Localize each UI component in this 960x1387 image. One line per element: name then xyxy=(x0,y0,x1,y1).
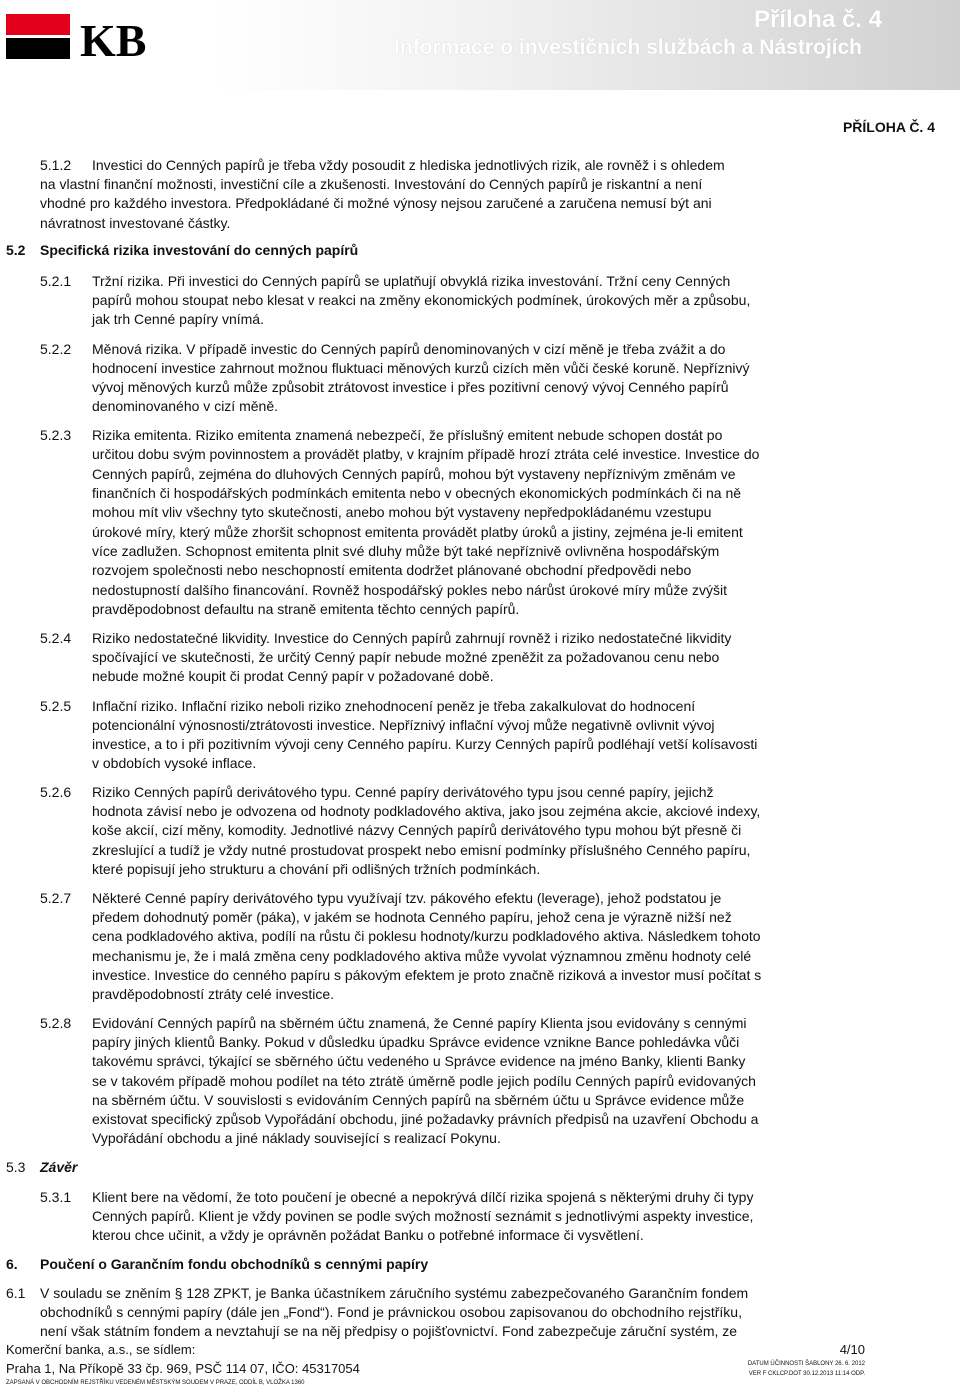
paragraph-first-line: Investici do Cenných papírů je třeba vždy posoudit z hlediska jednotlivých rizik, ale rovněž i s ohledem xyxy=(92,157,725,173)
item-line: obchodníků s cennými papíry (dále jen „Fond“). Fond je právnickou osobou zapisovanou do obchodního rejstříku, xyxy=(40,1304,742,1320)
item-line: V souladu se zněním § 128 ZPKT, je Banka účastníkem záručního systému zabezpečovaného Garančním fondem xyxy=(40,1285,749,1301)
item-line: v obdobích vysoké inflace. xyxy=(92,755,257,771)
item-line: Tržní rizika. Při investici do Cenných papírů se uplatňují obvyklá rizika investování. Tržní ceny Cenných xyxy=(92,273,731,289)
item-line: na sběrném účtu. V souvislosti s evidováním Cenných papírů na sběrném účtu u Správce evidence může xyxy=(92,1092,745,1108)
paragraph-line: na vlastní finanční možnosti, investiční cíle a zkušenosti. Investování do Cenných papírů je riskantní a není xyxy=(40,176,703,192)
kb-logo xyxy=(0,0,212,90)
item-line: investice. Investice do cenného papíru s pákovým efektem je proto značně riziková a investor musí počítat s xyxy=(92,967,762,983)
item-line: Cenných papírů. Klient je vždy povinen se podle svých možností seznámit s jednotlivými aspekty investice, xyxy=(92,1208,754,1224)
item-number: 5.3.1 xyxy=(40,1189,72,1205)
item-line: hodnota závisí nebo je odvozena od hodnoty podkladového aktiva, jako jsou zejména akcie, akciové indexy, xyxy=(92,803,761,819)
item-line: jak trh Cenné papíry vnímá. xyxy=(92,311,264,327)
item-line: takovému správci, týkající se sběrného účtu vedeného u Správce evidence na jméno Banky, klienti Banky xyxy=(92,1053,746,1069)
item-line: Rizika emitenta. Riziko emitenta znamená nebezpečí, že příslušný emitent nebude schopen dostát po xyxy=(92,427,723,443)
item-line: finančních či hospodářských podmínkách emitenta nebo v obecných ekonomických podmínkách či na ně xyxy=(92,485,742,501)
item-line: Inflační riziko. Inflační riziko neboli riziko znehodnocení peněz je třeba zakalkulovat do hodnocení xyxy=(92,698,696,714)
section-number: 5.1.2 xyxy=(40,157,72,173)
item-line: nebude možné koupit či prodat Cenný papír v požadované době. xyxy=(92,668,494,684)
page-number: 4/10 xyxy=(839,1342,865,1357)
item-line: koše akcií, cizí měny, komodity. Jednotlivé názvy Cenných papírů derivátového typu mohou být přesně či xyxy=(92,822,742,838)
footer-validity: DATUM ÚČINNOSTI ŠABLONY 26. 6. 2012 xyxy=(747,1361,865,1367)
item-line: cena podkladového aktiva, podílí na růstu či poklesu hodnoty/kurzu podkladového aktiva. Následkem tohoto xyxy=(92,928,761,944)
item-line: více zadlužen. Schopnost emitenta plnit své dluhy může být také nepříznivě ovlivněna hospodářským xyxy=(92,543,720,559)
item-line: papírů mohou stoupat nebo klesat v reakci na změny ekonomických podmínek, úrokových měr a způsobu, xyxy=(92,292,751,308)
item-line: Riziko nedostatečné likvidity. Investice do Cenných papírů zahrnují rovněž i riziko nedostatečné likvidity xyxy=(92,630,732,646)
page-header xyxy=(0,0,960,90)
item-line: zkreslující a tudíž je vždy nutné prostudovat prospekt nebo emisní podmínky příslušného Cenného papíru, xyxy=(92,842,751,858)
item-line: papíry jiných klientů Banky. Pokud v důsledku úpadku Správce evidence vznikne Bance pohledávka vůči xyxy=(92,1034,740,1050)
item-line: hodnocení investice zahrnout možnou fluktuaci měnových kurzů cizích měn vůči české koruně. Nepříznivý xyxy=(92,360,750,376)
item-line: Měnová rizika. V případě investic do Cenných papírů denominovaných v cizí měně je třeba zvážit a do xyxy=(92,341,726,357)
item-line: pravděpodobnost defaultu na straně emitenta těchto cenných papírů. xyxy=(92,601,520,617)
item-line: mechanismu je, že i malá změna ceny podkladového aktiva může vyvolat významnou změnu hodnoty celé xyxy=(92,948,752,964)
item-line: existovat specifický způsob Vypořádání obchodu, jiné požadavky právních předpisů na uzavření Obchodu a xyxy=(92,1111,759,1127)
item-line: Klient bere na vědomí, že toto poučení je obecné a nepokrývá dílčí rizika spojená s některými druhy či typy xyxy=(92,1189,754,1205)
logo-text: KB xyxy=(80,15,147,66)
item-line: spočívající ve skutečnosti, že určitý Cenný papír nebude možné zpeněžit za požadovanou cenu nebo xyxy=(92,649,720,665)
heading-number: 6. xyxy=(6,1256,18,1272)
item-line: potencionální výnosnosti/ztrátovosti investice. Nepříznivý inflační vývoj může negativně ovlivnit vývoj xyxy=(92,717,715,733)
item-line: není však státním fondem a nevztahují se na něj předpisy o pojišťovnictví. Fond zabezpečuje záruční systém, ze xyxy=(40,1323,738,1339)
item-line: denominovaného v cizí měně. xyxy=(92,398,278,414)
item-line: Riziko Cenných papírů derivátového typu. Cenné papíry derivátového typu jsou cenné papíry, jejichž xyxy=(92,784,714,800)
item-number: 5.2.1 xyxy=(40,273,72,289)
header-title: Příloha č. 4 xyxy=(753,6,882,33)
item-number: 5.2.7 xyxy=(40,890,72,906)
item-line: pravděpodobností ztráty celé investice. xyxy=(92,986,335,1002)
item-line: rozvojem společnosti nebo neschopností emitenta dodržet plánované obchodní předpovědi nebo xyxy=(92,562,692,578)
item-line: Některé Cenné papíry derivátového typu využívají tzv. pákového efektu (leverage), jehož podstatou je xyxy=(92,890,722,906)
item-number: 5.2.3 xyxy=(40,427,72,443)
footer-version: VER F CKLCP.DOT 30.12.2013 11:14 ODP. xyxy=(748,1371,865,1377)
item-number: 5.2.5 xyxy=(40,698,72,714)
item-line: nedostupností dalšího financování. Rovněž hospodářský pokles nebo nárůst úrokové míry může zvýšit xyxy=(92,582,728,598)
item-line: určitou dobu svým povinnostem a provádět platby, v krajním případě hrozí ztráta celé investice. Investice do xyxy=(92,446,760,462)
paragraph-line: vhodné pro každého investora. Předpokládané či možné výnosy nejsou zaručené a zaručena nemusí být ani xyxy=(40,195,712,211)
annex-label: PŘÍLOHA Č. 4 xyxy=(842,119,935,135)
heading-number: 5.2 xyxy=(6,242,26,258)
heading-number: 5.3 xyxy=(6,1159,26,1175)
footer-address: Praha 1, Na Příkopě 33 čp. 969, PSČ 114 07, IČO: 45317054 xyxy=(6,1361,360,1376)
item-number: 5.2.2 xyxy=(40,341,72,357)
section-heading: Závěr xyxy=(40,1159,78,1175)
item-line: které popisují jeho strukturu a chování při odlišných tržních podmínkách. xyxy=(92,861,541,877)
item-line: vývoj měnových kurzů může způsobit ztrátovost investice i přes pozitivní cenový vývoj Cenného papírů xyxy=(92,379,729,395)
item-line: mohou mít vliv všechny tyto skutečnosti, anebo mohou být vystaveny nepředpokládanému vzestupu xyxy=(92,504,712,520)
item-line: předem dohodnutý poměr (páka), v jakém se hodnota Cenného papíru, jehož cena je výrazně nižší než xyxy=(92,909,732,925)
item-line: kterou chce učinit, a vždy je oprávněn požádat Banku o potřebné informace či vysvětlení. xyxy=(92,1227,644,1243)
item-line: se v takovém případě mohou podílet na této ztrátě úměrně podle jejich podílu Cenných papírů evidovaných xyxy=(92,1073,756,1089)
footer-registry: ZAPSANÁ V OBCHODNÍM REJSTŘÍKU VEDENÉM MĚSTSKÝM SOUDEM V PRAZE, ODDÍL B, VLOŽKA 1360 xyxy=(6,1380,305,1386)
footer-company: Komerční banka, a.s., se sídlem: xyxy=(6,1342,196,1357)
item-line: Cenných papírů, zejména do dluhových Cenných papírů, mohou být vystaveny nepříznivým změnám ve xyxy=(92,466,736,482)
item-number: 5.2.6 xyxy=(40,784,72,800)
header-subtitle: Informace o investičních službách a Nástrojích xyxy=(394,36,862,59)
section-heading: Specifická rizika investování do cenných papírů xyxy=(40,242,359,258)
item-number: 6.1 xyxy=(6,1285,26,1301)
item-line: Evidování Cenných papírů na sběrném účtu znamená, že Cenné papíry Klienta jsou evidovány s cennými xyxy=(92,1015,747,1031)
item-line: úrokové míry, který může zhoršit schopnost emitenta provádět platby úroků a jistiny, zejména je-li emitent xyxy=(92,524,743,540)
paragraph-line: návratnost investované částky. xyxy=(40,215,231,231)
item-line: Vypořádání obchodu a jiné náklady související s realizací Pokynu. xyxy=(92,1130,501,1146)
section-heading: Poučení o Garančním fondu obchodníků s cennými papíry xyxy=(40,1256,429,1272)
item-number: 5.2.4 xyxy=(40,630,72,646)
item-line: investice, a to i při pozitivním vývoji ceny Cenného papíru. Kurzy Cenných papírů podléhají vetší kolísavosti xyxy=(92,736,758,752)
item-number: 5.2.8 xyxy=(40,1015,72,1031)
